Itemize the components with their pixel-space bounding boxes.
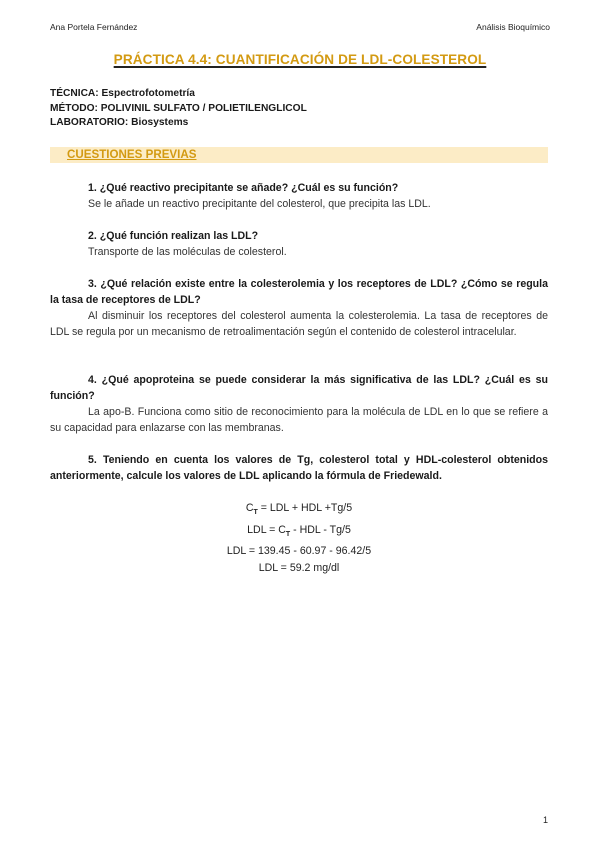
formula-line-4: LDL = 59.2 mg/dl	[258, 561, 340, 574]
question-2	[50, 228, 548, 260]
meta-metodo: MÉTODO: POLIVINIL SULFATO / POLIETILENGLICOL	[50, 102, 307, 114]
answer-text: Se le añade un reactivo precipitante del colesterol, que precipita las LDL.	[88, 198, 431, 210]
page-title: PRÁCTICA 4.4: CUANTIFICACIÓN DE LDL-COLESTEROL	[113, 52, 487, 67]
formula-line-3: LDL = 139.45 - 60.97 - 96.42/5	[226, 545, 372, 558]
formula-line-2: LDL = $C_T$ - HDL - Tg/5	[247, 523, 351, 538]
header-author: Ana Portela Fernández	[50, 22, 138, 32]
meta-laboratorio: LABORATORIO: Biosystems	[50, 117, 189, 128]
question-3	[50, 276, 548, 340]
question-5	[50, 452, 548, 484]
question-4	[50, 372, 548, 436]
meta-block	[50, 87, 307, 131]
formula-line-1: $C_T$ = LDL + HDL +Tg/5	[245, 502, 353, 517]
question-text: 2. ¿Qué función realizan las LDL?	[88, 230, 259, 242]
header-subject: Análisis Bioquímico	[476, 22, 550, 32]
answer-text: Al disminuir los receptores del colesterol aumenta la colesterolemia. La tasa de receptores de LDL se regula por un mecanismo de retroalimentación según el contenido de colesterol intracelular.	[50, 310, 548, 338]
answer-text: Transporte de las moléculas de colesterol.	[88, 246, 287, 258]
question-text: 5. Teniendo en cuenta los valores de Tg, colesterol total y HDL-colesterol obtenidos anteriormente, calcule los valores de LDL aplicando la fórmula de Friedewald.	[50, 454, 548, 482]
page-number: 1	[542, 815, 548, 825]
question-text: 1. ¿Qué reactivo precipitante se añade? ¿Cuál es su función?	[88, 182, 399, 194]
question-text: 3. ¿Qué relación existe entre la colesterolemia y los receptores de LDL? ¿Cómo se regula la tasa de receptores de LDL?	[50, 278, 548, 306]
meta-tecnica: TÉCNICA: Espectrofotometría	[50, 88, 195, 99]
question-1	[50, 180, 548, 212]
question-text: 4. ¿Qué apoproteina se puede considerar la más significativa de las LDL? ¿Cuál es su función?	[50, 374, 548, 402]
friedewald-formulas	[50, 500, 548, 576]
section-heading: CUESTIONES PREVIAS	[50, 147, 548, 163]
answer-text: La apo-B. Funciona como sitio de reconocimiento para la molécula de LDL en lo que se refiere a su capacidad para enlazarse con las membranas.	[50, 406, 548, 434]
